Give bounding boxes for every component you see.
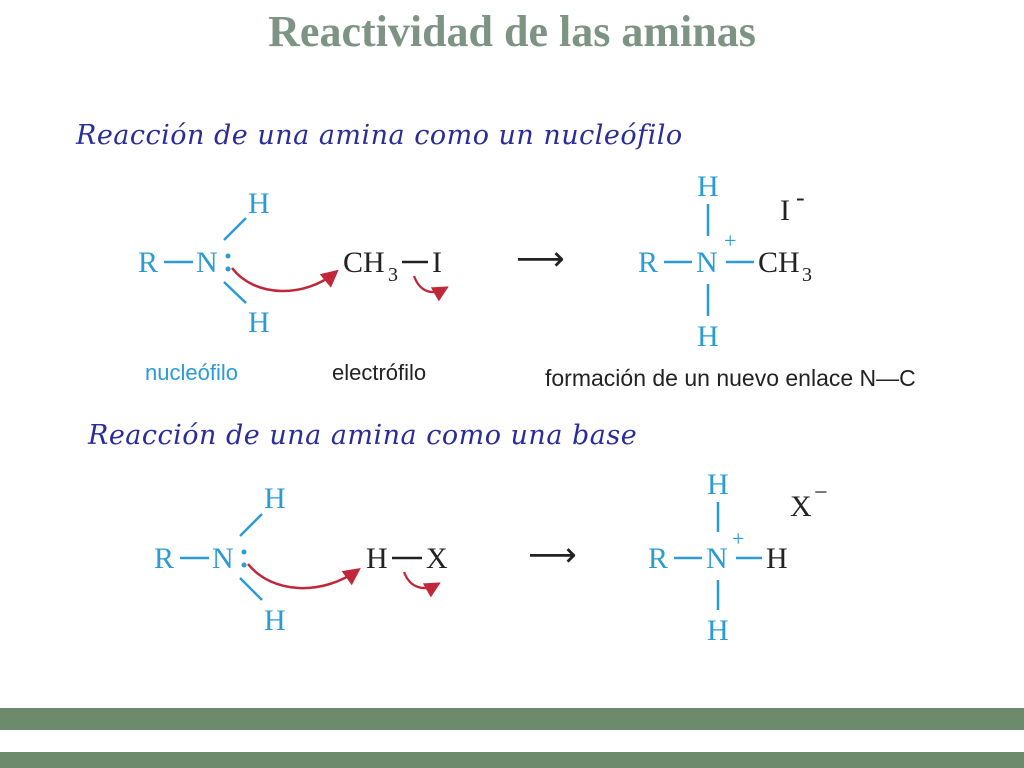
r-group-label: R xyxy=(154,542,175,575)
r-group-label: R xyxy=(138,246,159,279)
reaction1-heading: Reacción de una amina como un nucleófilo xyxy=(76,120,683,151)
reaction2-product xyxy=(648,468,788,647)
hydrogen-bottom-label: H xyxy=(264,604,286,637)
lone-pair-dot xyxy=(226,267,231,272)
negative-charge: − xyxy=(814,480,828,506)
lone-pair-dot xyxy=(242,563,247,568)
lone-pair-dot xyxy=(242,550,247,555)
iodine-label: I xyxy=(432,246,442,279)
methyl-label: CH xyxy=(758,246,800,279)
positive-charge: + xyxy=(732,526,745,551)
nitrogen-label: N xyxy=(696,246,718,279)
halide-anion-label: X xyxy=(790,490,812,523)
iodide-label: I xyxy=(780,194,790,227)
methyl-label: CH xyxy=(343,246,385,279)
r-group-label: R xyxy=(638,246,659,279)
halide-label: X xyxy=(426,542,448,575)
hydrogen-right-label: H xyxy=(766,542,788,575)
n-h-bond-top xyxy=(224,218,246,240)
bond-formation-caption: formación de un nuevo enlace N—C xyxy=(545,365,916,391)
reaction2-counterion xyxy=(790,480,828,523)
nucleophile-caption: nucleófilo xyxy=(145,360,238,385)
reaction1-electrophile xyxy=(343,246,442,286)
hydrogen-bottom-label: H xyxy=(707,614,729,647)
nitrogen-label: N xyxy=(212,542,234,575)
reaction-arrow: ⟶ xyxy=(528,535,577,575)
lone-pair-dot xyxy=(226,254,231,259)
hydrogen-top-label: H xyxy=(264,482,286,515)
hydrogen-label: H xyxy=(366,542,388,575)
reaction-arrow: ⟶ xyxy=(516,239,565,279)
methyl-subscript: 3 xyxy=(802,264,812,286)
hydrogen-bottom-label: H xyxy=(697,320,719,353)
hydrogen-top-label: H xyxy=(697,170,719,203)
reaction1-amine xyxy=(138,187,270,339)
r-group-label: R xyxy=(648,542,669,575)
nucleophilic-attack-arrow xyxy=(232,268,336,291)
reaction2-amine xyxy=(154,482,286,637)
proton-abstraction-arrow xyxy=(248,564,358,588)
nitrogen-label: N xyxy=(196,246,218,279)
footer-bar-lower xyxy=(0,752,1024,768)
slide-title: Reactividad de las aminas xyxy=(268,7,756,56)
electrophile-caption: electrófilo xyxy=(332,360,427,385)
hydrogen-top-label: H xyxy=(707,468,729,501)
footer-bar-upper xyxy=(0,708,1024,730)
reaction2-acid xyxy=(366,542,448,575)
positive-charge: + xyxy=(724,228,737,253)
reaction2-heading: Reacción de una amina como una base xyxy=(88,420,638,451)
methyl-subscript: 3 xyxy=(388,264,398,286)
hydrogen-bottom-label: H xyxy=(248,306,270,339)
n-h-bond-bottom xyxy=(224,282,246,303)
n-h-bond-top xyxy=(240,514,262,536)
n-h-bond-bottom xyxy=(240,578,262,600)
nitrogen-label: N xyxy=(706,542,728,575)
negative-charge: - xyxy=(796,183,805,212)
hydrogen-top-label: H xyxy=(248,187,270,220)
reaction1-counterion xyxy=(780,183,805,227)
